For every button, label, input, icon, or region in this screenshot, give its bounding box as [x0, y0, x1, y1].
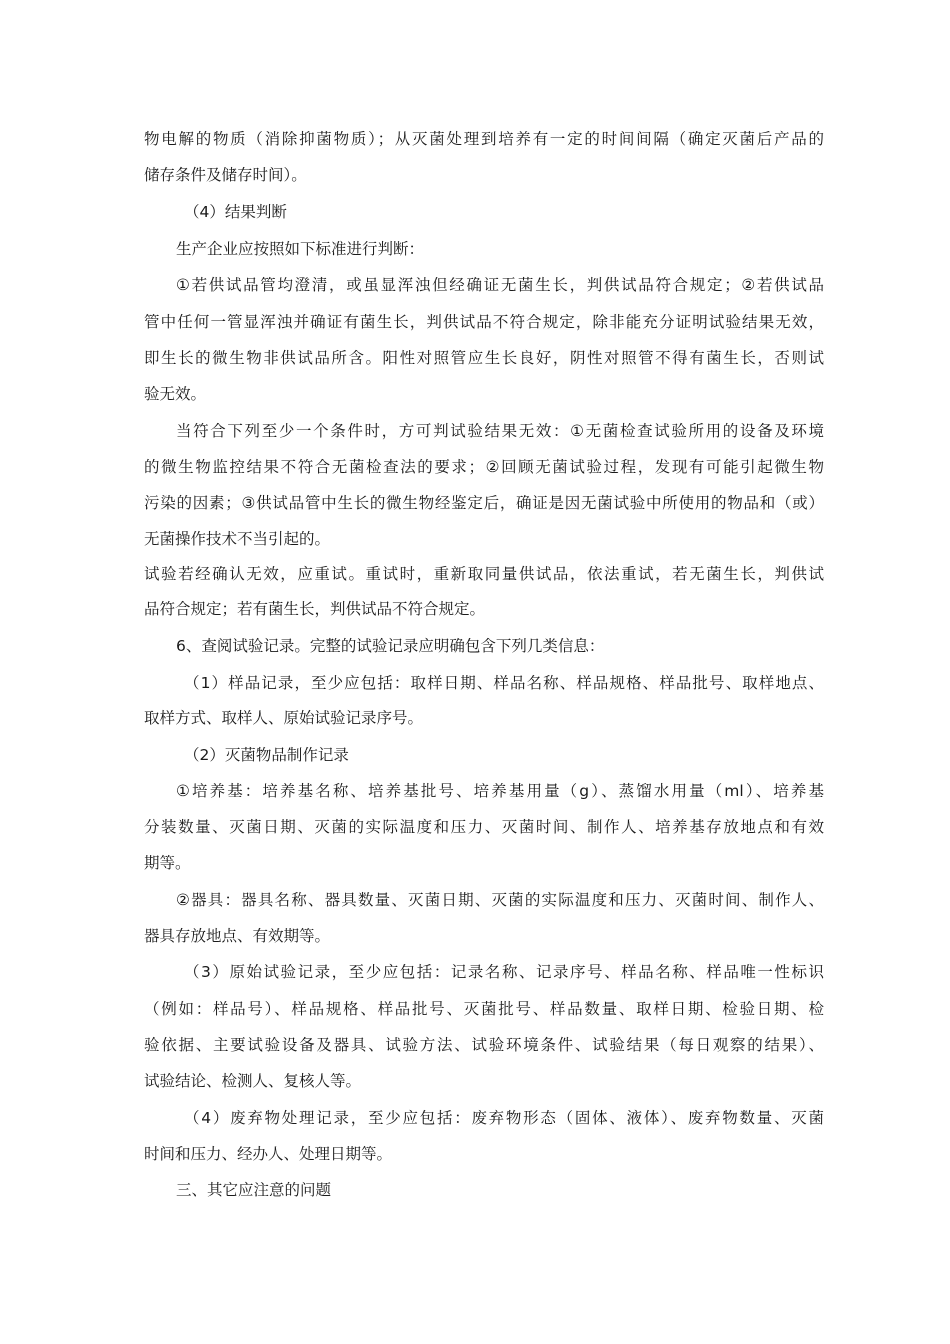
text-line: 物电解的物质（消除抑菌物质）；从灭菌处理到培养有一定的时间间隔（确定灭菌后产品的: [144, 130, 824, 148]
text-line: 污染的因素；③供试品管中生长的微生物经鉴定后，确证是因无菌试验中所使用的物品和（或）: [144, 494, 824, 512]
text-line: 品符合规定；若有菌生长，判供试品不符合规定。: [144, 600, 486, 618]
text-line: 试验若经确认无效，应重试。重试时，重新取同量供试品，依法重试，若无菌生长，判供试: [144, 565, 824, 583]
text-line: 当符合下列至少一个条件时，方可判试验结果无效：①无菌检查试验所用的设备及环境: [176, 422, 824, 440]
text-line: 无菌操作技术不当引起的。: [144, 530, 331, 548]
text-line: （1）样品记录，至少应包括：取样日期、样品名称、样品规格、样品批号、取样地点、: [184, 674, 824, 692]
text-line: 期等。: [144, 854, 191, 872]
text-line: 储存条件及储存时间）。: [144, 166, 307, 184]
text-line: ①培养基：培养基名称、培养基批号、培养基用量（g）、蒸馏水用量（ml）、培养基: [176, 782, 824, 800]
text-line: 生产企业应按照如下标准进行判断：: [176, 240, 425, 258]
text-line: （例如：样品号）、样品规格、样品批号、灭菌批号、样品数量、取样日期、检验日期、检: [144, 1000, 824, 1018]
section-heading: 6、查阅试验记录。完整的试验记录应明确包含下列几类信息：: [176, 637, 605, 655]
text-line: 验无效。: [144, 385, 207, 403]
section-heading: （4）废弃物处理记录，至少应包括：废弃物形态（固体、液体）、废弃物数量、灭菌: [184, 1109, 824, 1127]
section-heading: （3）原始试验记录，至少应包括：记录名称、记录序号、样品名称、样品唯一性标识: [184, 963, 824, 981]
text-line: 的微生物监控结果不符合无菌检查法的要求；②回顾无菌试验过程，发现有可能引起微生物: [144, 458, 824, 476]
text-line: 即生长的微生物非供试品所含。阳性对照管应生长良好，阴性对照管不得有菌生长，否则试: [144, 349, 824, 367]
text-line: 试验结论、检测人、复核人等。: [144, 1072, 362, 1090]
section-heading: （2）灭菌物品制作记录: [184, 746, 349, 764]
text-line: 管中任何一管显浑浊并确证有菌生长，判供试品不符合规定，除非能充分证明试验结果无效，: [144, 313, 824, 331]
text-line: ②器具：器具名称、器具数量、灭菌日期、灭菌的实际温度和压力、灭菌时间、制作人、: [176, 891, 824, 909]
section-heading: 三、其它应注意的问题: [176, 1181, 332, 1199]
text-line: 器具存放地点、有效期等。: [144, 927, 331, 945]
text-line: 取样方式、取样人、原始试验记录序号。: [144, 709, 424, 727]
text-line: 验依据、主要试验设备及器具、试验方法、试验环境条件、试验结果（每日观察的结果）、: [144, 1036, 824, 1054]
text-line: 分装数量、灭菌日期、灭菌的实际温度和压力、灭菌时间、制作人、培养基存放地点和有效: [144, 818, 824, 836]
text-line: ①若供试品管均澄清，或虽显浑浊但经确证无菌生长，判供试品符合规定；②若供试品: [176, 276, 824, 294]
text-line: 时间和压力、经办人、处理日期等。: [144, 1145, 393, 1163]
section-heading: （4）结果判断: [184, 203, 287, 221]
